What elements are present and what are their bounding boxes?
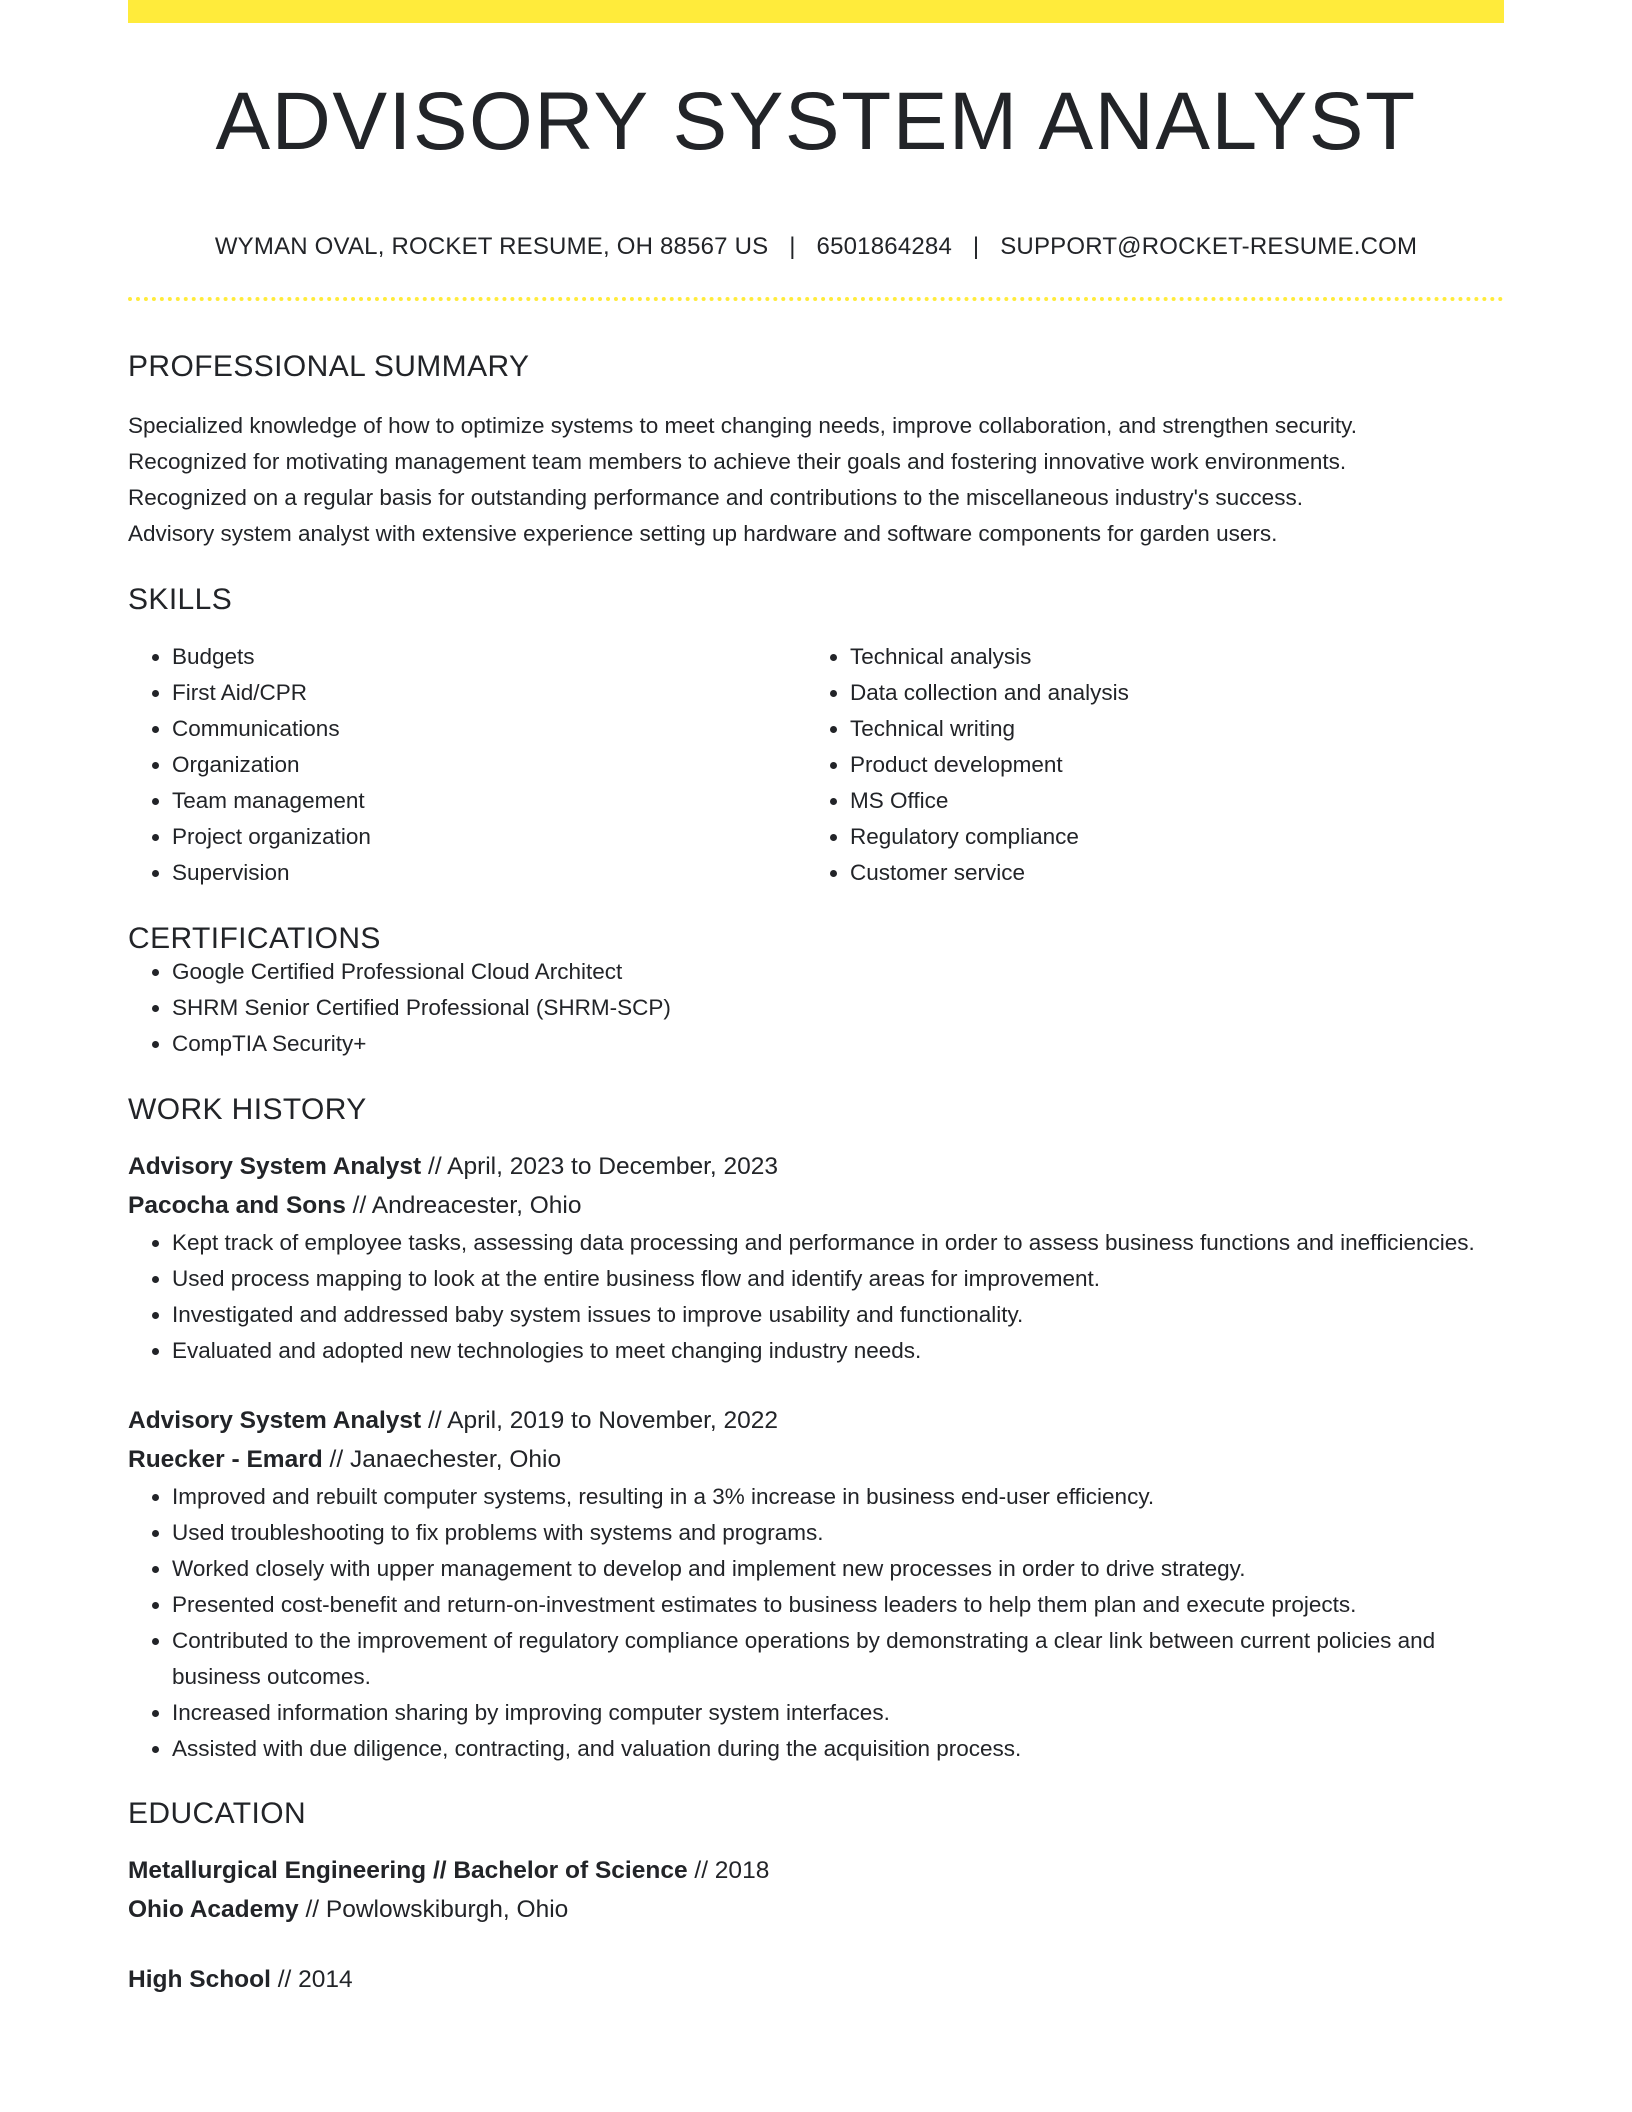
skill-item: • Communications: [172, 711, 806, 747]
job-dates: // April, 2019 to November, 2022: [428, 1407, 779, 1434]
job-duty: • Used troubleshooting to fix problems with systems and programs.: [172, 1515, 1504, 1551]
job-dates: // April, 2023 to December, 2023: [428, 1153, 779, 1180]
resume-page: [128, 0, 1504, 1999]
education-school: Ohio Academy: [128, 1896, 299, 1923]
summary-text: [128, 408, 1504, 552]
header-divider: [128, 297, 1504, 301]
skill-item: • Regulatory compliance: [850, 819, 1484, 855]
job-duty: • Kept track of employee tasks, assessing data processing and performance in order to assess business functions and inefficiencies.: [172, 1225, 1504, 1261]
skill-item: • First Aid/CPR: [172, 675, 806, 711]
summary-line: Specialized knowledge of how to optimize systems to meet changing needs, improve collaboration, and strengthen security.: [128, 413, 1358, 438]
job-duty: • Increased information sharing by improving computer system interfaces.: [172, 1695, 1504, 1731]
education-year: // 2014: [277, 1966, 353, 1993]
job-company-line: [128, 1440, 1504, 1479]
contact-separator: |: [972, 233, 980, 260]
resume-title: ADVISORY SYSTEM ANALYST: [215, 76, 1417, 167]
job-duty: • Improved and rebuilt computer systems, resulting in a 3% increase in business end-user efficiency.: [172, 1479, 1504, 1515]
job-company-line: [128, 1186, 1504, 1225]
job-duties-list: [128, 1225, 1504, 1369]
contact-phone: 6501864284: [816, 233, 953, 260]
job-location: // Janaechester, Ohio: [329, 1446, 562, 1473]
job-duty: • Used process mapping to look at the entire business flow and identify areas for improvement.: [172, 1261, 1504, 1297]
skill-item: • Data collection and analysis: [850, 675, 1484, 711]
education-degree-line: [128, 1851, 1504, 1890]
summary-line: Recognized for motivating management team members to achieve their goals and fostering innovative work environments.: [128, 449, 1347, 474]
skills-column-left: [128, 639, 806, 891]
certifications-list: [128, 954, 1504, 1062]
skills-list-left: [128, 639, 806, 891]
skill-item: • Customer service: [850, 855, 1484, 891]
job-duty: • Worked closely with upper management to develop and implement new processes in order to drive strategy.: [172, 1551, 1504, 1587]
job-duty: • Assisted with due diligence, contracting, and valuation during the acquisition process.: [172, 1731, 1504, 1767]
skill-item: • Technical writing: [850, 711, 1484, 747]
summary-heading: PROFESSIONAL SUMMARY: [128, 350, 530, 383]
job-title-line: [128, 1147, 1504, 1186]
certification-item: • SHRM Senior Certified Professional (SHRM-SCP): [172, 990, 1504, 1026]
education-heading: EDUCATION: [128, 1797, 307, 1830]
education-school-line: [128, 1890, 1504, 1929]
certification-item: • Google Certified Professional Cloud Architect: [172, 954, 1504, 990]
job-company: Pacocha and Sons: [128, 1192, 346, 1219]
contact-address: WYMAN OVAL, ROCKET RESUME, OH 88567 US: [214, 233, 769, 260]
skills-column-right: [806, 639, 1484, 891]
education-degree: Metallurgical Engineering // Bachelor of Science: [128, 1857, 688, 1884]
contact-separator: |: [789, 233, 796, 260]
summary-line: Advisory system analyst with extensive experience setting up hardware and software components for garden users.: [128, 521, 1278, 546]
education-degree: High School: [128, 1966, 271, 1993]
work-history-heading: WORK HISTORY: [128, 1093, 367, 1126]
skill-item: • Team management: [172, 783, 806, 819]
skill-item: • Technical analysis: [850, 639, 1484, 675]
certifications-heading: CERTIFICATIONS: [128, 922, 381, 955]
skill-item: • Product development: [850, 747, 1484, 783]
education-year: // 2018: [694, 1857, 770, 1884]
job-duty: • Evaluated and adopted new technologies to meet changing industry needs.: [172, 1333, 1504, 1369]
contact-line: [128, 233, 1504, 261]
job-duties-list: [128, 1479, 1504, 1767]
contact-email: SUPPORT@ROCKET-RESUME.COM: [1000, 233, 1418, 260]
job-duty: • Contributed to the improvement of regulatory compliance operations by demonstrating a clear link between current policies and business outcomes.: [172, 1623, 1504, 1695]
summary-line: Recognized on a regular basis for outstanding performance and contributions to the miscellaneous industry's success.: [128, 485, 1303, 510]
certification-item: • CompTIA Security+: [172, 1026, 1504, 1062]
skill-item: • MS Office: [850, 783, 1484, 819]
skill-item: • Supervision: [172, 855, 806, 891]
skills-list-right: [806, 639, 1484, 891]
job-duty: • Investigated and addressed baby system issues to improve usability and functionality.: [172, 1297, 1504, 1333]
job-company: Ruecker - Emard: [128, 1446, 323, 1473]
skill-item: • Budgets: [172, 639, 806, 675]
job-location: // Andreacester, Ohio: [352, 1192, 582, 1219]
skills-columns: [128, 639, 1504, 891]
skill-item: • Organization: [172, 747, 806, 783]
job-role: Advisory System Analyst: [128, 1407, 422, 1434]
skills-heading: SKILLS: [128, 583, 233, 616]
accent-top-bar: [128, 0, 1504, 23]
job-role: Advisory System Analyst: [128, 1153, 422, 1180]
skill-item: • Project organization: [172, 819, 806, 855]
job-duty: • Presented cost-benefit and return-on-investment estimates to business leaders to help them plan and execute projects.: [172, 1587, 1504, 1623]
job-title-line: [128, 1401, 1504, 1440]
education-degree-line: [128, 1960, 1504, 1999]
education-location: // Powlowskiburgh, Ohio: [305, 1896, 569, 1923]
